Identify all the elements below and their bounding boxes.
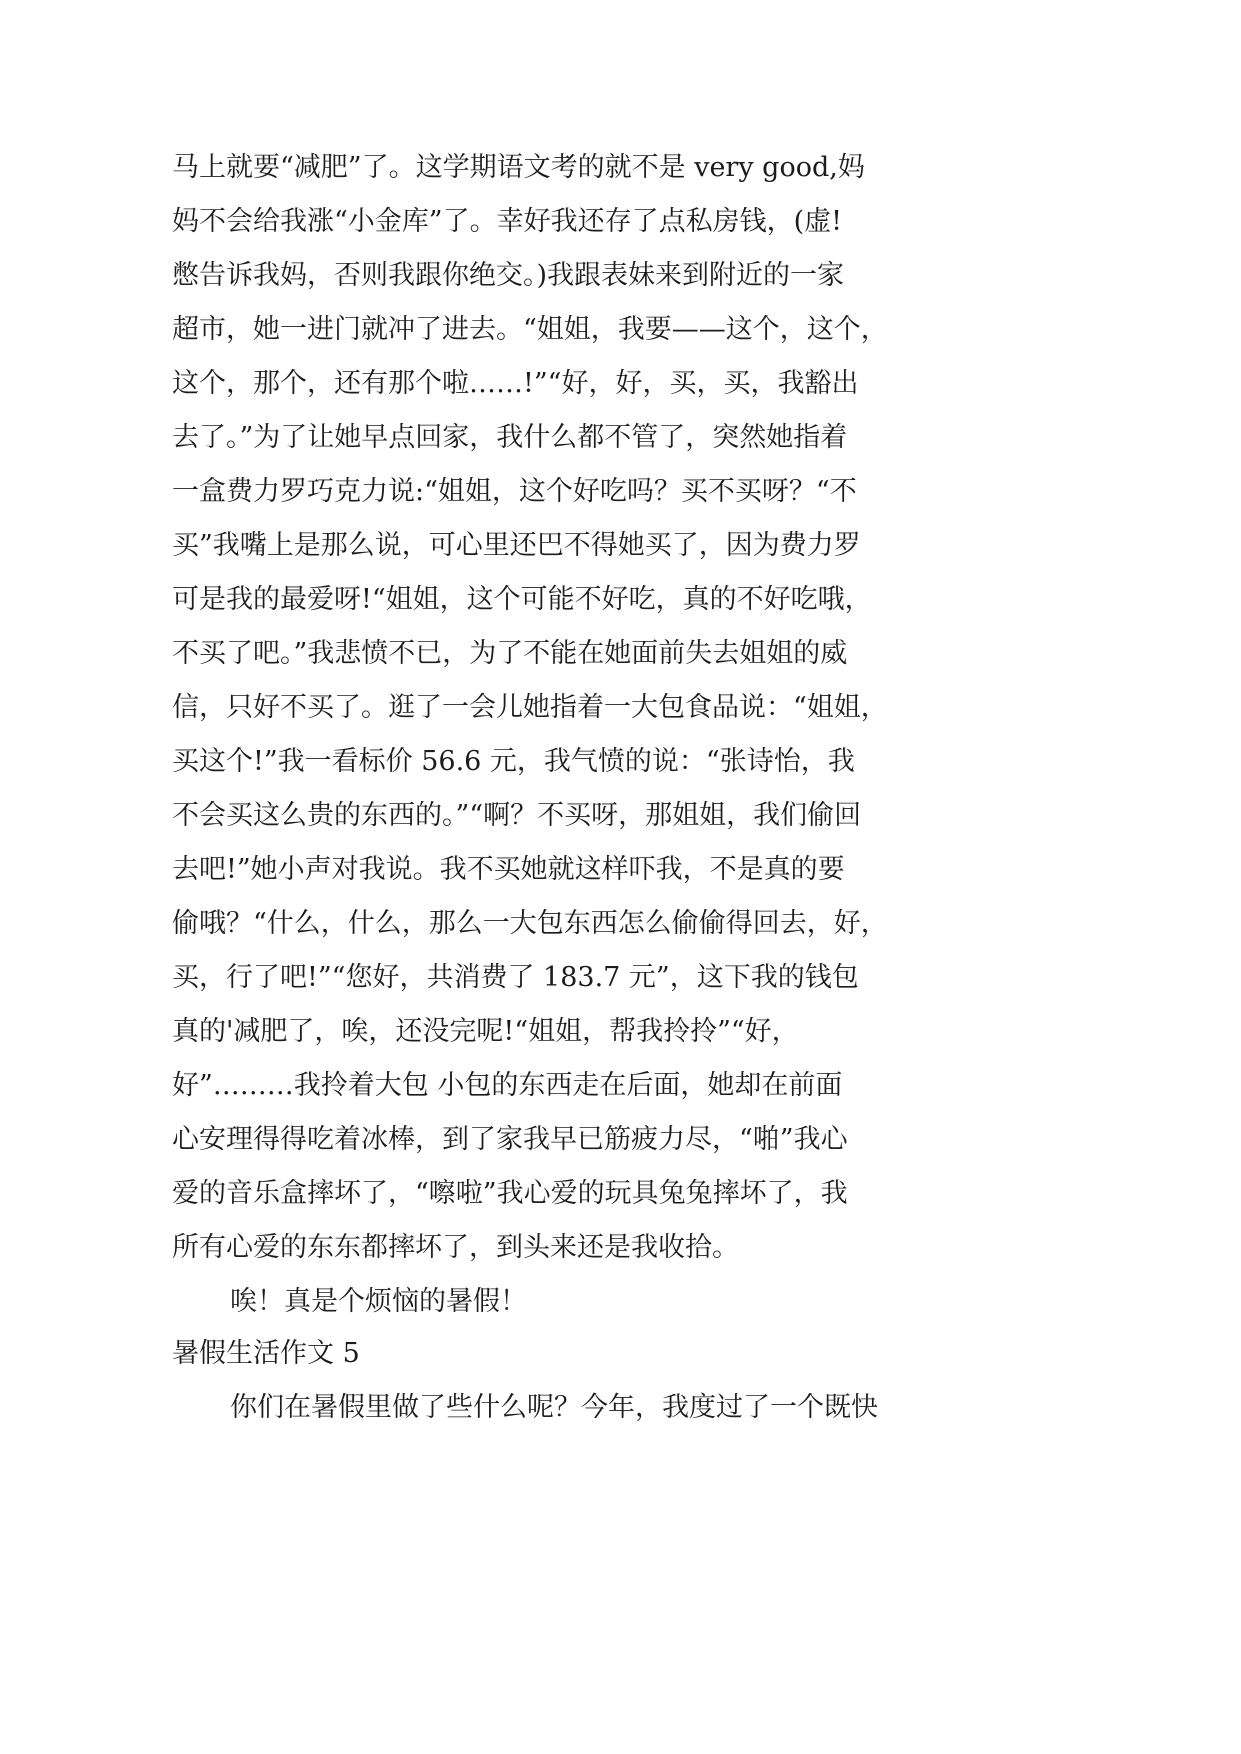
section-title: 暑假生活作文 5 [172,1338,360,1369]
text-line: 这个，那个，还有那个啦……!”“好，好，买，买，我豁出 [172,368,859,399]
text-line: 偷哦？“什么，什么，那么一大包东西怎么偷偷得回去，好， [172,908,888,939]
text-line: 真的'减肥了，唉，还没完呢!“姐姐，帮我拎拎”“好， [172,1016,799,1047]
text-line: 不会买这么贵的东西的。”“啊？不买呀，那姐姐，我们偷回 [172,800,862,831]
text-line: 心安理得得吃着冰棒，到了家我早已筋疲力尽，“啪”我心 [172,1124,848,1155]
text-line: 憋告诉我妈，否则我跟你绝交。)我跟表妹来到附近的一家 [172,260,845,291]
text-line: 爱的音乐盒摔坏了，“嚓啦”我心爱的玩具兔兔摔坏了，我 [172,1178,848,1209]
text-line: 马上就要“减肥”了。这学期语文考的就不是 very good,妈 [172,152,865,183]
closing-line: 唉！真是个烦恼的暑假！ [230,1286,527,1317]
text-line: 去吧!”她小声对我说。我不买她就这样吓我，不是真的要 [172,854,845,885]
text-line: 买这个!”我一看标价 56.6 元，我气愤的说：“张诗怡，我 [172,746,855,777]
text-line: 可是我的最爱呀!“姐姐，这个可能不好吃，真的不好吃哦， [172,584,872,615]
text-line: 好”………我拎着大包 小包的东西走在后面，她却在前面 [172,1070,843,1101]
text-line: 所有心爱的东东都摔坏了，到头来还是我收拾。 [172,1232,739,1263]
text-line: 买，行了吧!”“您好，共消费了 183.7 元”，这下我的钱包 [172,962,859,993]
text-line: 一盒费力罗巧克力说:“姐姐，这个好吃吗？买不买呀？“不 [172,476,857,507]
text-line: 去了。”为了让她早点回家，我什么都不管了，突然她指着 [172,422,848,453]
text-line: 买”我嘴上是那么说，可心里还巴不得她买了，因为费力罗 [172,530,861,561]
text-line: 超市，她一进门就冲了进去。“姐姐，我要——这个，这个， [172,314,888,345]
text-line: 不买了吧。”我悲愤不已，为了不能在她面前失去姐姐的威 [172,638,848,669]
paragraph-start: 你们在暑假里做了些什么呢？今年，我度过了一个既快 [230,1392,878,1423]
text-line: 信，只好不买了。逛了一会儿她指着一大包食品说：“姐姐， [172,692,888,723]
text-line: 妈不会给我涨“小金库”了。幸好我还存了点私房钱，(虚! [172,206,842,237]
